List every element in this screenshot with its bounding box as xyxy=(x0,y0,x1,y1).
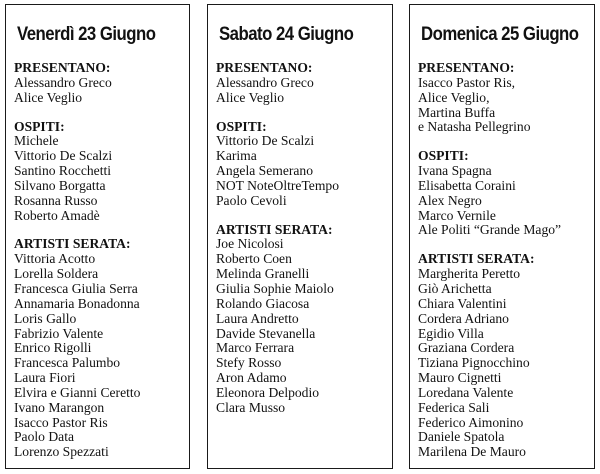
list-item: Egidio Villa xyxy=(418,325,484,341)
section-heading: OSPITI: xyxy=(14,118,65,134)
list-item: Lorella Soldera xyxy=(14,266,99,282)
list-item: Chiara Valentini xyxy=(418,295,507,311)
list-item: Stefy Rosso xyxy=(216,355,282,371)
list-item: Ivano Marangon xyxy=(14,399,105,415)
section xyxy=(216,61,390,106)
list-item: Francesca Palumbo xyxy=(14,355,121,371)
column-body xyxy=(418,61,592,474)
section-heading: ARTISTI SERATA: xyxy=(14,236,131,252)
list-item: Silvano Borgatta xyxy=(14,177,106,193)
day-title: Domenica 25 Giugno xyxy=(421,23,579,45)
list-item: Angela Semerano xyxy=(216,163,314,179)
list-item: Michele xyxy=(14,133,59,149)
list-item: Roberto Amadè xyxy=(14,207,100,223)
list-item: Marco Ferrara xyxy=(216,340,295,356)
list-item: Federico Aimonino xyxy=(418,414,524,430)
list-item: Alice Veglio xyxy=(14,89,83,105)
list-item: Laura Fiori xyxy=(14,370,76,386)
section xyxy=(418,61,592,135)
list-item: Cordera Adriano xyxy=(418,310,509,326)
list-item: Loredana Valente xyxy=(418,384,514,400)
list-item: Isacco Pastor Ris, xyxy=(418,74,516,90)
section xyxy=(418,252,592,460)
list-item: Lorenzo Spezzati xyxy=(14,444,109,460)
list-item: Giulia Sophie Maiolo xyxy=(216,280,334,296)
list-item: Santino Rocchetti xyxy=(14,163,112,179)
list-item: Federica Sali xyxy=(418,399,490,415)
list-item: Clara Musso xyxy=(216,399,286,415)
section xyxy=(216,223,390,416)
list-item: Aron Adamo xyxy=(216,370,287,386)
list-item: Giò Arichetta xyxy=(418,280,492,296)
section-heading: OSPITI: xyxy=(418,148,469,164)
section xyxy=(14,237,187,460)
day-column xyxy=(5,4,190,469)
list-item: Elisabetta Coraini xyxy=(418,177,516,193)
list-item: Karima xyxy=(216,148,257,164)
section-heading: PRESENTANO: xyxy=(216,60,313,75)
list-item: Loris Gallo xyxy=(14,310,77,326)
section xyxy=(418,149,592,238)
section-heading: OSPITI: xyxy=(216,118,267,134)
list-item: Graziana Cordera xyxy=(418,340,515,356)
list-item: Vittorio De Scalzi xyxy=(14,148,113,164)
list-item: Martina Buffa xyxy=(418,104,496,120)
section-heading: ARTISTI SERATA: xyxy=(216,221,333,237)
list-item: Daniele Spatola xyxy=(418,429,505,445)
section-heading: PRESENTANO: xyxy=(14,60,111,75)
list-item: Paolo Cevoli xyxy=(216,192,287,208)
list-item: Paolo Data xyxy=(14,429,75,445)
list-item: Marilena De Mauro xyxy=(418,444,526,460)
list-item: Annamaria Bonadonna xyxy=(14,295,140,311)
section-heading: ARTISTI SERATA: xyxy=(418,251,535,267)
list-item: Alex Negro xyxy=(418,192,482,208)
section xyxy=(216,120,390,209)
list-item: Vittoria Acotto xyxy=(14,251,96,267)
list-item: Joe Nicolosi xyxy=(216,236,284,252)
section-heading: PRESENTANO: xyxy=(418,60,515,75)
day-title: Venerdì 23 Giugno xyxy=(17,23,156,45)
list-item: Melinda Granelli xyxy=(216,266,310,282)
list-item: e Natasha Pellegrino xyxy=(418,119,531,135)
list-item: Margherita Peretto xyxy=(418,266,521,282)
list-item: Isacco Pastor Ris xyxy=(14,414,108,430)
list-item: Ale Politi “Grande Mago” xyxy=(418,222,562,238)
list-item: Eleonora Delpodio xyxy=(216,384,320,400)
list-item: Alessandro Greco xyxy=(216,74,314,90)
list-item: Davide Stevanella xyxy=(216,325,316,341)
list-item: Laura Andretto xyxy=(216,310,299,326)
list-item: Ivana Spagna xyxy=(418,163,492,179)
list-item: Enrico Rigolli xyxy=(14,340,92,356)
section xyxy=(14,120,187,224)
list-item: Rosanna Russo xyxy=(14,192,98,208)
list-item: Mauro Cignetti xyxy=(418,370,502,386)
list-item: Fabrizio Valente xyxy=(14,325,104,341)
column-body xyxy=(216,61,390,430)
day-title: Sabato 24 Giugno xyxy=(219,23,354,45)
list-item: Francesca Giulia Serra xyxy=(14,280,138,296)
list-item: Roberto Coen xyxy=(216,251,292,267)
list-item: Vittorio De Scalzi xyxy=(216,133,315,149)
list-item: Tiziana Pignocchino xyxy=(418,355,530,371)
day-column xyxy=(207,4,393,469)
column-body xyxy=(14,61,187,474)
day-column xyxy=(409,4,595,469)
list-item: NOT NoteOltreTempo xyxy=(216,177,340,193)
list-item: Elvira e Gianni Ceretto xyxy=(14,384,141,400)
list-item: Alice Veglio xyxy=(216,89,285,105)
list-item: Alice Veglio, xyxy=(418,89,490,105)
list-item: Alessandro Greco xyxy=(14,74,112,90)
section xyxy=(14,61,187,106)
list-item: Rolando Giacosa xyxy=(216,295,310,311)
list-item: Marco Vernile xyxy=(418,207,496,223)
